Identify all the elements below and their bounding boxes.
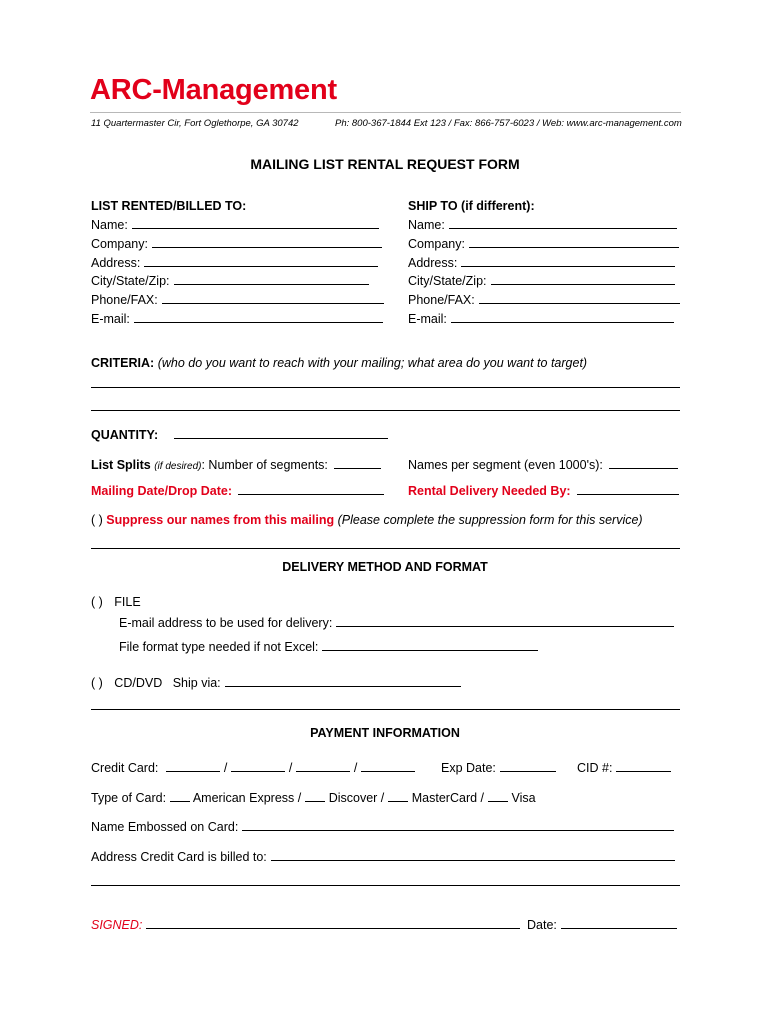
quantity-field[interactable]	[91, 427, 388, 442]
ship-name-field[interactable]	[408, 217, 677, 232]
file-format-label: File format type needed if not Excel:	[119, 640, 319, 654]
ship-company-label: Company:	[408, 237, 465, 251]
company-name: ARC-Management	[90, 74, 337, 106]
delivery-email-label: E-mail address to be used for delivery:	[119, 616, 333, 630]
billed-city-state-zip-field[interactable]	[91, 273, 369, 288]
card-type-mastercard: MasterCard /	[411, 791, 485, 805]
list-splits-label: List Splits	[91, 458, 151, 472]
criteria-label: CRITERIA:	[91, 356, 155, 370]
segments-label: : Number of segments:	[201, 458, 328, 472]
card-slash-1: /	[223, 761, 228, 775]
company-address: 11 Quartermaster Cir, Fort Oglethorpe, GA 30742	[91, 118, 299, 129]
mastercard-blank[interactable]	[388, 790, 408, 802]
form-title: MAILING LIST RENTAL REQUEST FORM	[250, 156, 520, 172]
credit-card-label: Credit Card:	[91, 761, 159, 775]
file-checkbox[interactable]: ( )	[91, 595, 103, 609]
list-splits-field[interactable]	[91, 457, 381, 472]
file-format-field[interactable]	[119, 639, 538, 654]
ship-address-field[interactable]	[408, 255, 675, 270]
billed-email-field[interactable]	[91, 311, 383, 326]
discover-blank[interactable]	[305, 790, 325, 802]
suppress-label: Suppress our names from this mailing	[106, 513, 335, 527]
ship-name-label: Name:	[408, 218, 445, 232]
billed-email-label: E-mail:	[91, 312, 130, 326]
card-slash-2: /	[288, 761, 293, 775]
suppress-checkbox[interactable]: ( )	[91, 513, 103, 527]
rental-delivery-field[interactable]	[408, 483, 679, 498]
card-type-visa: Visa	[511, 791, 536, 805]
date-label: Date:	[527, 918, 557, 932]
billed-city-label: City/State/Zip:	[91, 274, 170, 288]
card-type-discover: Discover /	[328, 791, 385, 805]
cd-dvd-label: CD/DVD	[114, 676, 163, 690]
card-type-amex: American Express /	[192, 791, 302, 805]
date-field[interactable]	[527, 917, 677, 932]
company-contact: Ph: 800-367-1844 Ext 123 / Fax: 866-757-6023 / Web: www.arc-management.com	[335, 118, 682, 129]
cid-field[interactable]	[577, 760, 671, 775]
cid-label: CID #:	[577, 761, 613, 775]
billed-address-label: Address:	[91, 256, 141, 270]
ship-email-label: E-mail:	[408, 312, 447, 326]
billing-address-field[interactable]	[91, 849, 675, 864]
ship-address-label: Address:	[408, 256, 458, 270]
ship-company-field[interactable]	[408, 236, 679, 251]
criteria-label-row	[91, 356, 587, 370]
criteria-line-2[interactable]	[91, 410, 680, 411]
credit-card-field[interactable]	[91, 760, 415, 775]
billed-company-label: Company:	[91, 237, 148, 251]
billed-company-field[interactable]	[91, 236, 382, 251]
list-splits-note: (if desired)	[154, 461, 202, 472]
billed-phone-fax-field[interactable]	[91, 292, 384, 307]
ship-city-label: City/State/Zip:	[408, 274, 487, 288]
name-embossed-label: Name Embossed on Card:	[91, 820, 239, 834]
criteria-line-1[interactable]	[91, 387, 680, 388]
amex-blank[interactable]	[170, 790, 190, 802]
billing-address-line-2[interactable]	[91, 885, 680, 886]
ship-phone-label: Phone/FAX:	[408, 293, 475, 307]
names-per-segment-label: Names per segment (even 1000's):	[408, 458, 603, 472]
billed-name-label: Name:	[91, 218, 128, 232]
exp-date-field[interactable]	[441, 760, 556, 775]
billing-address-label: Address Credit Card is billed to:	[91, 850, 267, 864]
signature-field[interactable]	[91, 917, 520, 932]
ship-via-label: Ship via:	[172, 676, 221, 690]
mailing-date-label: Mailing Date/Drop Date:	[91, 484, 232, 498]
ship-to-heading: SHIP TO (if different):	[408, 199, 535, 213]
quantity-label: QUANTITY:	[91, 428, 159, 442]
visa-blank[interactable]	[488, 790, 508, 802]
cd-dvd-option[interactable]	[91, 675, 461, 690]
ship-email-field[interactable]	[408, 311, 674, 326]
card-slash-3: /	[353, 761, 358, 775]
delivery-email-field[interactable]	[119, 615, 674, 630]
file-option[interactable]	[91, 595, 141, 609]
suppress-row	[91, 513, 643, 527]
section-divider-1	[91, 548, 680, 549]
ship-city-state-zip-field[interactable]	[408, 273, 675, 288]
ship-phone-fax-field[interactable]	[408, 292, 680, 307]
section-divider-2	[91, 709, 680, 710]
exp-date-label: Exp Date:	[441, 761, 496, 775]
signed-label: SIGNED:	[91, 918, 143, 932]
names-per-segment-field[interactable]	[408, 457, 678, 472]
header-rule	[90, 112, 681, 113]
card-type-label: Type of Card:	[91, 791, 167, 805]
delivery-title: DELIVERY METHOD AND FORMAT	[282, 560, 488, 574]
cd-dvd-checkbox[interactable]: ( )	[91, 676, 103, 690]
mailing-date-field[interactable]	[91, 483, 384, 498]
billed-name-field[interactable]	[91, 217, 379, 232]
name-embossed-field[interactable]	[91, 819, 674, 834]
billed-phone-label: Phone/FAX:	[91, 293, 158, 307]
payment-title: PAYMENT INFORMATION	[310, 726, 460, 740]
billed-address-field[interactable]	[91, 255, 378, 270]
billed-to-heading: LIST RENTED/BILLED TO:	[91, 199, 247, 213]
file-label: FILE	[114, 595, 141, 609]
rental-delivery-label: Rental Delivery Needed By:	[408, 484, 571, 498]
criteria-hint: (who do you want to reach with your mailing; what area do you want to target)	[157, 356, 588, 370]
suppress-note: (Please complete the suppression form for this service)	[337, 513, 643, 527]
card-type-row	[91, 790, 536, 805]
